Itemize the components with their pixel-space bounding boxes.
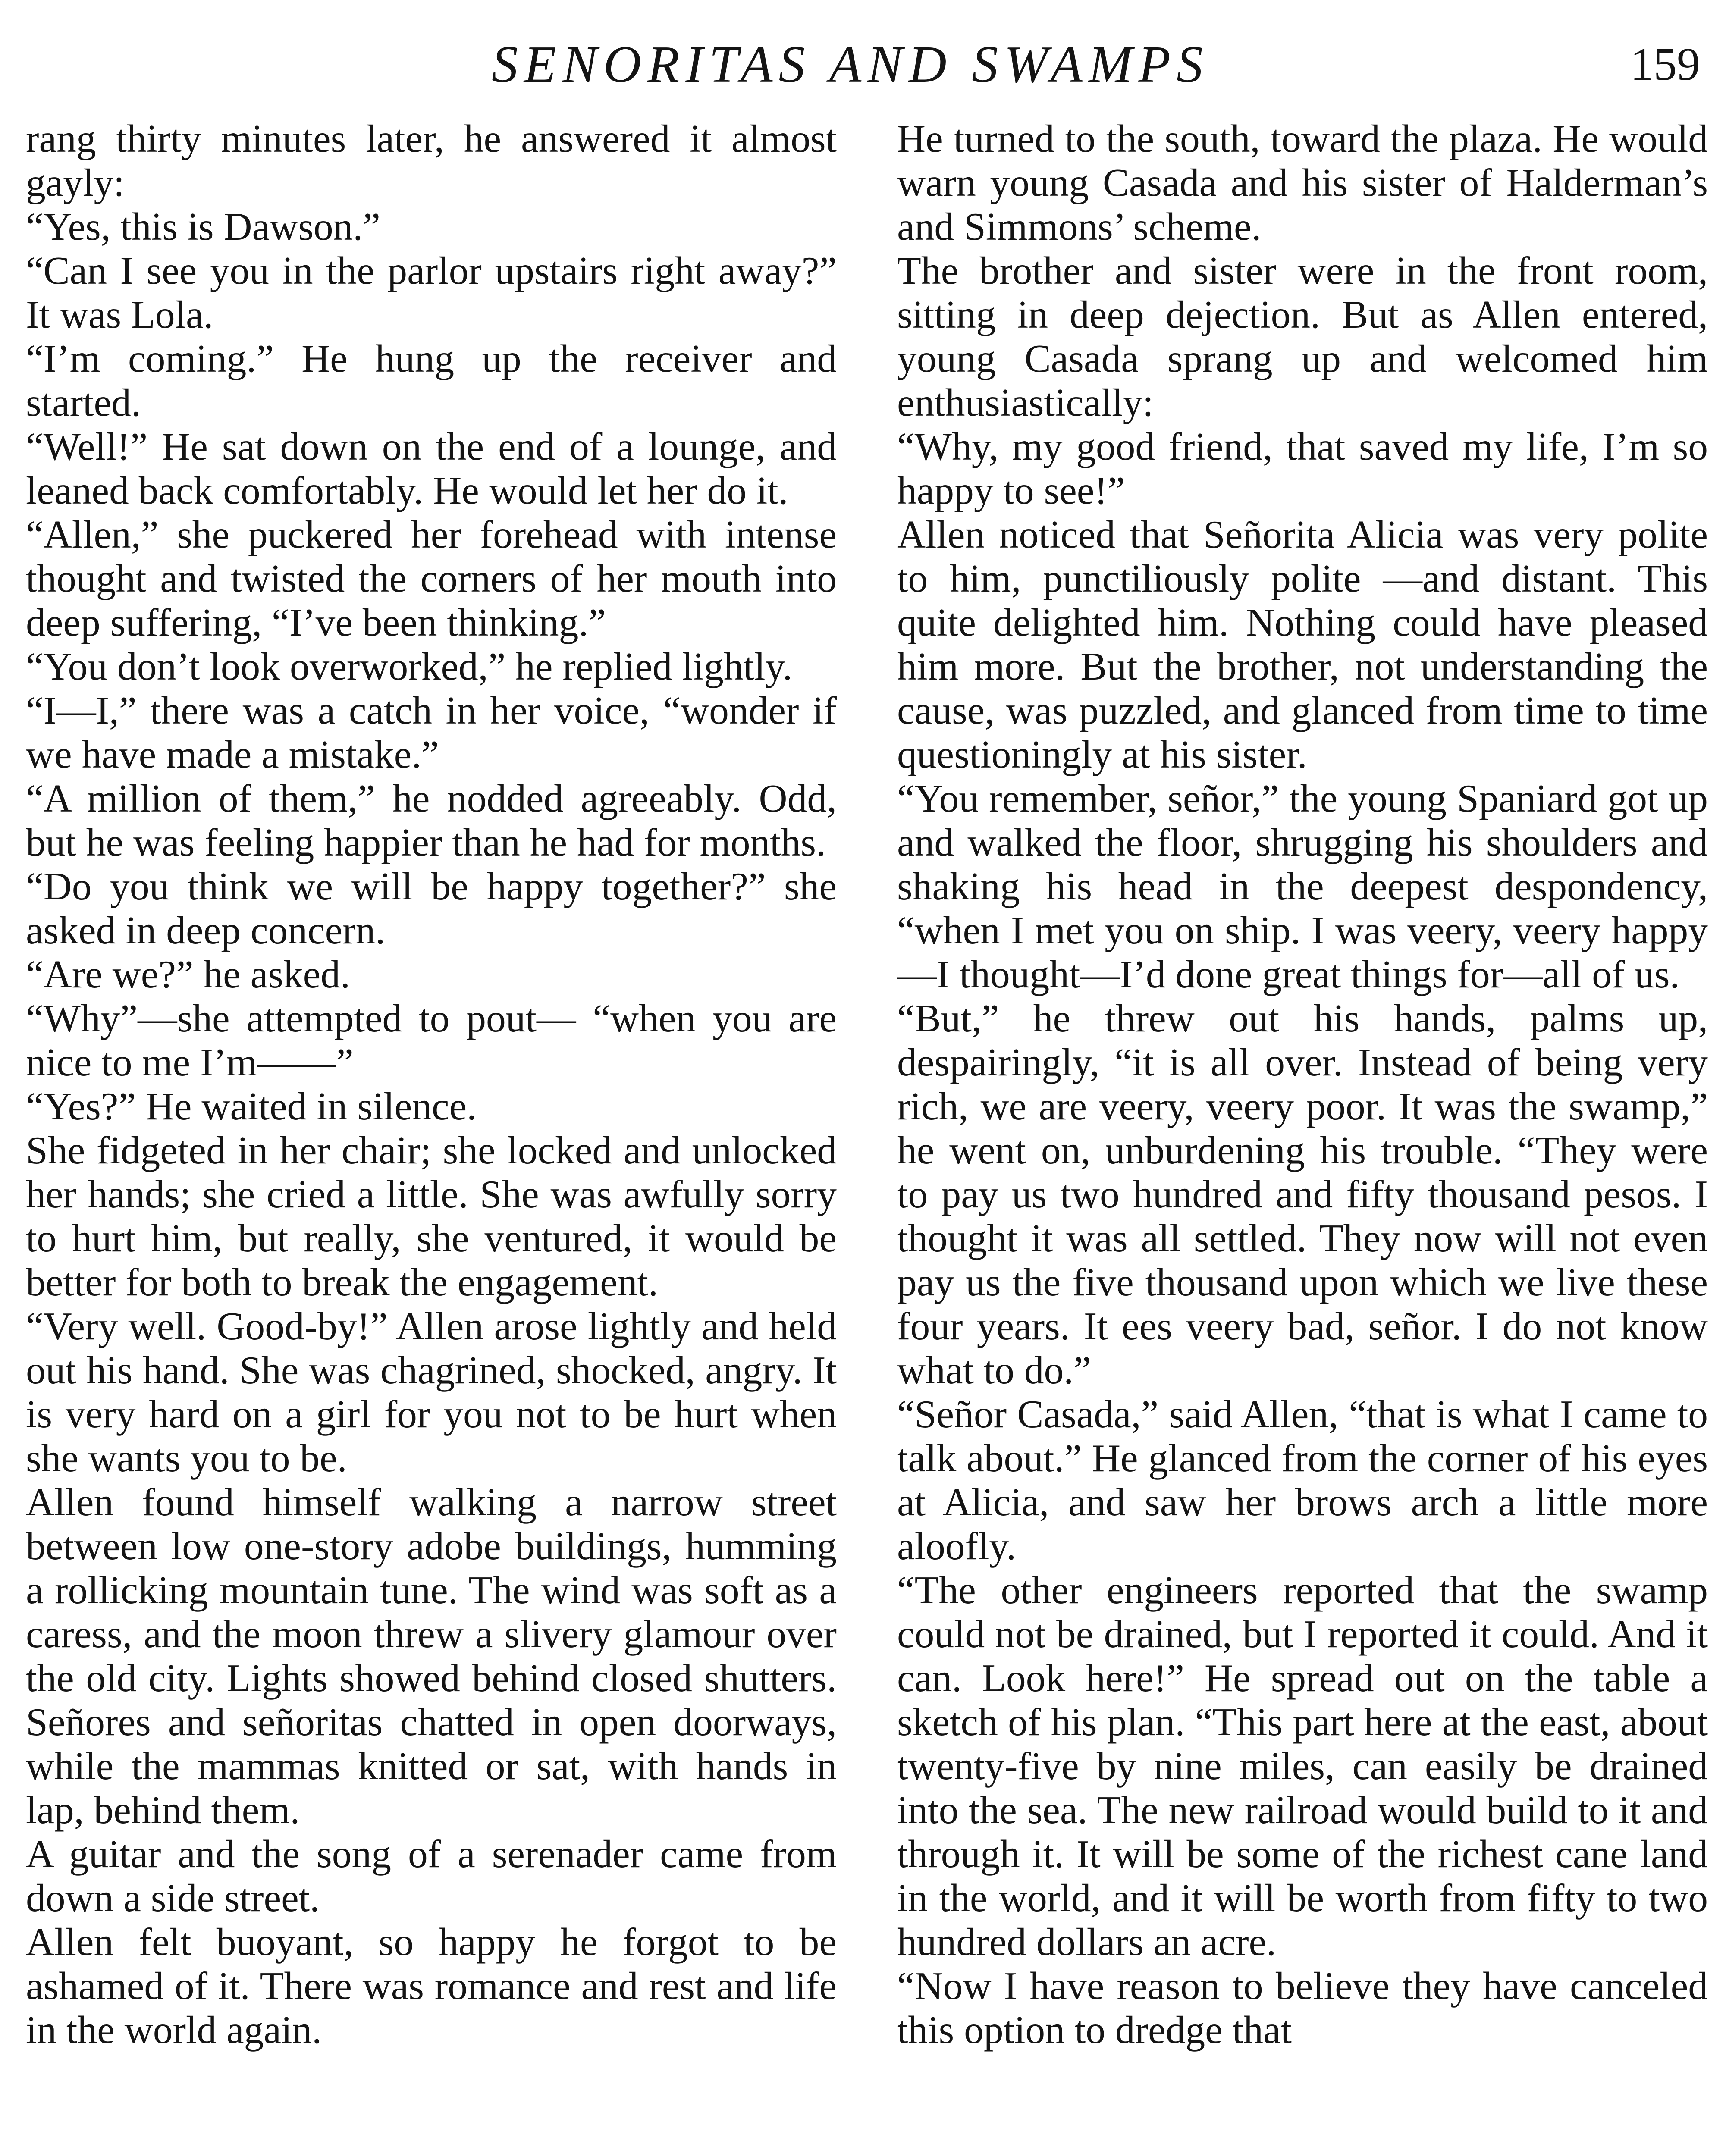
paragraph: rang thirty minutes later, he answered it almost gayly: xyxy=(26,116,837,204)
paragraph: “Why”—she attempted to pout— “when you are nice to me I’m——” xyxy=(26,996,837,1084)
paragraph: “Well!” He sat down on the end of a lounge, and leaned back comfortably. He would let her do it. xyxy=(26,424,837,512)
paragraph: “The other engineers reported that the swamp could not be drained, but I reported it could. And it can. Look here!” He spread out on the table a sketch of his plan. “This part here at the east, about twenty-five by nine miles, can easily be drained into the sea. The new railroad would build to it and through it. It will be some of the richest cane land in the world, and it will be worth from fifty to two hundred dollars an acre. xyxy=(897,1568,1708,1964)
paragraph: “You don’t look overworked,” he replied lightly. xyxy=(26,644,793,688)
paragraph: “Do you think we will be happy together?” she asked in deep concern. xyxy=(26,864,837,952)
paragraph: “Can I see you in the parlor upstairs right away?” It was Lola. xyxy=(26,248,837,336)
paragraph: Allen felt buoyant, so happy he forgot to be ashamed of it. There was romance and rest and life in the world again. xyxy=(26,1920,837,2052)
paragraph: “Señor Casada,” said Allen, “that is what I came to talk about.” He glanced from the corner of his eyes at Alicia, and saw her brows arch a little more aloofly. xyxy=(897,1392,1708,1568)
paragraph: A guitar and the song of a serenader came from down a side street. xyxy=(26,1832,837,1920)
paragraph: “Why, my good friend, that saved my life, I’m so happy to see!” xyxy=(897,424,1708,512)
paragraph: The brother and sister were in the front room, sitting in deep dejection. But as Allen entered, young Casada sprang up and welcomed him enthusiastically: xyxy=(897,248,1708,424)
paragraph: “Yes?” He waited in silence. xyxy=(26,1084,477,1128)
paragraph: “Now I have reason to believe they have canceled this option to dredge that xyxy=(897,1964,1708,2052)
text-columns xyxy=(26,116,1708,2156)
paragraph: “Yes, this is Dawson.” xyxy=(26,204,380,248)
paragraph: He turned to the south, toward the plaza. He would warn young Casada and his sister of Halderman’s and Simmons’ scheme. xyxy=(897,116,1708,248)
paragraph: Allen found himself walking a narrow street between low one-story adobe buildings, humming a rollicking mountain tune. The wind was soft as a caress, and the moon threw a slivery glamour over the old city. Lights showed behind closed shutters. Señores and señoritas chatted in open doorways, while the mammas knitted or sat, with hands in lap, behind them. xyxy=(26,1480,837,1832)
running-title: SENORITAS AND SWAMPS xyxy=(492,35,1209,94)
paragraph: “You remember, señor,” the young Spaniard got up and walked the floor, shrugging his shoulders and shaking his head in the deepest despondency, “when I met you on ship. I was veery, veery happy—I thought—I’d done great things for—all of us. xyxy=(897,776,1708,996)
paragraph: “Very well. Good-by!” Allen arose lightly and held out his hand. She was chagrined, shocked, angry. It is very hard on a girl for you not to be hurt when she wants you to be. xyxy=(26,1304,837,1480)
paragraph: “Allen,” she puckered her forehead with intense thought and twisted the corners of her mouth into deep suffering, “I’ve been thinking.” xyxy=(26,512,837,644)
paragraph: “A million of them,” he nodded agreeably. Odd, but he was feeling happier than he had for months. xyxy=(26,776,837,864)
paragraph: “But,” he threw out his hands, palms up, despairingly, “it is all over. Instead of being very rich, we are veery, veery poor. It was the swamp,” he went on, unburdening his trouble. “They were to pay us two hundred and fifty thousand pesos. I thought it was all settled. They now will not even pay us the five thousand upon which we live these four years. It ees veery bad, señor. I do not know what to do.” xyxy=(897,996,1708,1392)
paragraph: Allen noticed that Señorita Alicia was very polite to him, punctiliously polite —and distant. This quite delighted him. Nothing could have pleased him more. But the brother, not understanding the cause, was puzzled, and glanced from time to time questioningly at his sister. xyxy=(897,512,1708,776)
paragraph: She fidgeted in her chair; she locked and unlocked her hands; she cried a little. She was awfully sorry to hurt him, but really, she ventured, it would be better for both to break the engagement. xyxy=(26,1128,837,1304)
running-head xyxy=(0,30,1726,99)
paragraph: “I’m coming.” He hung up the receiver and started. xyxy=(26,336,837,424)
left-column xyxy=(26,116,837,2156)
right-column xyxy=(897,116,1708,2156)
paragraph: “I—I,” there was a catch in her voice, “wonder if we have made a mistake.” xyxy=(26,688,837,776)
page-number: 159 xyxy=(1630,39,1700,90)
paragraph: “Are we?” he asked. xyxy=(26,952,350,996)
